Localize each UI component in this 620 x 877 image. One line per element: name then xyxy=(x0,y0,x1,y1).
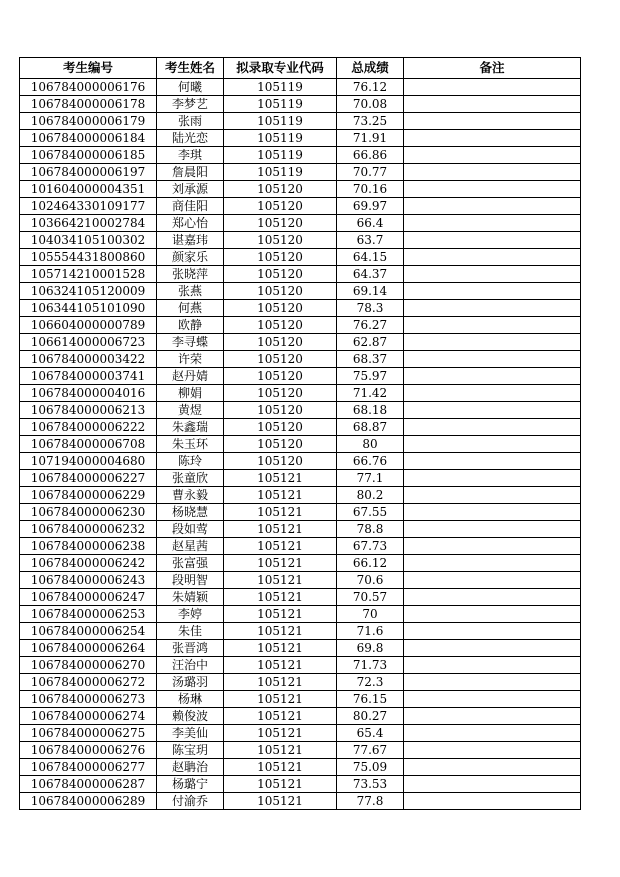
cell-remarks xyxy=(404,453,581,470)
cell-total-score: 76.12 xyxy=(337,79,404,96)
cell-remarks xyxy=(404,708,581,725)
cell-remarks xyxy=(404,538,581,555)
cell-total-score: 80.27 xyxy=(337,708,404,725)
table-row xyxy=(20,453,581,470)
table-row xyxy=(20,385,581,402)
admission-list-sheet xyxy=(19,57,580,810)
cell-total-score: 69.14 xyxy=(337,283,404,300)
cell-exam-id: 106784000004016 xyxy=(20,385,157,402)
cell-remarks xyxy=(404,742,581,759)
cell-exam-id: 106784000006197 xyxy=(20,164,157,181)
cell-remarks xyxy=(404,504,581,521)
cell-name: 赵聃治 xyxy=(157,759,224,776)
table-row xyxy=(20,470,581,487)
cell-exam-id: 103664210002784 xyxy=(20,215,157,232)
cell-name: 张富强 xyxy=(157,555,224,572)
table-row xyxy=(20,640,581,657)
cell-name: 汤璐羽 xyxy=(157,674,224,691)
table-row xyxy=(20,130,581,147)
cell-exam-id: 106784000006178 xyxy=(20,96,157,113)
cell-name: 何燕 xyxy=(157,300,224,317)
cell-exam-id: 106784000006272 xyxy=(20,674,157,691)
cell-name: 柳娟 xyxy=(157,385,224,402)
cell-total-score: 70.6 xyxy=(337,572,404,589)
cell-exam-id: 106784000006184 xyxy=(20,130,157,147)
cell-name: 汪治中 xyxy=(157,657,224,674)
cell-major-code: 105121 xyxy=(224,657,337,674)
cell-total-score: 67.73 xyxy=(337,538,404,555)
cell-remarks xyxy=(404,436,581,453)
cell-total-score: 78.8 xyxy=(337,521,404,538)
cell-remarks xyxy=(404,249,581,266)
header-remarks: 备注 xyxy=(404,58,581,79)
cell-exam-id: 106784000006229 xyxy=(20,487,157,504)
table-row xyxy=(20,776,581,793)
cell-major-code: 105120 xyxy=(224,249,337,266)
cell-name: 段如莺 xyxy=(157,521,224,538)
cell-major-code: 105121 xyxy=(224,521,337,538)
cell-total-score: 70.08 xyxy=(337,96,404,113)
cell-remarks xyxy=(404,623,581,640)
table-row xyxy=(20,725,581,742)
cell-remarks xyxy=(404,164,581,181)
cell-name: 谌嘉玮 xyxy=(157,232,224,249)
header-name: 考生姓名 xyxy=(157,58,224,79)
cell-name: 黄煜 xyxy=(157,402,224,419)
cell-remarks xyxy=(404,334,581,351)
table-row xyxy=(20,198,581,215)
cell-exam-id: 106784000006222 xyxy=(20,419,157,436)
cell-total-score: 69.8 xyxy=(337,640,404,657)
cell-exam-id: 106784000006176 xyxy=(20,79,157,96)
table-row xyxy=(20,79,581,96)
cell-total-score: 70.16 xyxy=(337,181,404,198)
table-row xyxy=(20,691,581,708)
cell-total-score: 71.42 xyxy=(337,385,404,402)
cell-remarks xyxy=(404,96,581,113)
cell-major-code: 105121 xyxy=(224,470,337,487)
table-header-row xyxy=(20,58,581,79)
table-row xyxy=(20,317,581,334)
cell-major-code: 105120 xyxy=(224,317,337,334)
cell-major-code: 105121 xyxy=(224,623,337,640)
cell-major-code: 105121 xyxy=(224,606,337,623)
cell-major-code: 105120 xyxy=(224,402,337,419)
cell-exam-id: 104034105100302 xyxy=(20,232,157,249)
cell-major-code: 105120 xyxy=(224,436,337,453)
cell-remarks xyxy=(404,317,581,334)
table-row xyxy=(20,249,581,266)
cell-name: 赖俊波 xyxy=(157,708,224,725)
cell-remarks xyxy=(404,487,581,504)
cell-major-code: 105119 xyxy=(224,113,337,130)
cell-exam-id: 106784000006273 xyxy=(20,691,157,708)
cell-major-code: 105121 xyxy=(224,742,337,759)
cell-remarks xyxy=(404,232,581,249)
cell-exam-id: 106784000006264 xyxy=(20,640,157,657)
cell-exam-id: 106784000006179 xyxy=(20,113,157,130)
cell-total-score: 76.15 xyxy=(337,691,404,708)
cell-exam-id: 106784000006287 xyxy=(20,776,157,793)
cell-remarks xyxy=(404,555,581,572)
cell-major-code: 105121 xyxy=(224,640,337,657)
cell-name: 张晓萍 xyxy=(157,266,224,283)
cell-major-code: 105119 xyxy=(224,130,337,147)
cell-exam-id: 106784000003422 xyxy=(20,351,157,368)
cell-total-score: 70.57 xyxy=(337,589,404,606)
cell-remarks xyxy=(404,691,581,708)
cell-total-score: 71.91 xyxy=(337,130,404,147)
cell-total-score: 69.97 xyxy=(337,198,404,215)
admission-table xyxy=(19,57,581,810)
cell-total-score: 66.12 xyxy=(337,555,404,572)
cell-total-score: 75.97 xyxy=(337,368,404,385)
table-row xyxy=(20,419,581,436)
header-total-score: 总成绩 xyxy=(337,58,404,79)
table-row xyxy=(20,436,581,453)
cell-remarks xyxy=(404,674,581,691)
cell-exam-id: 106324105120009 xyxy=(20,283,157,300)
cell-exam-id: 106784000006238 xyxy=(20,538,157,555)
cell-remarks xyxy=(404,130,581,147)
cell-total-score: 63.7 xyxy=(337,232,404,249)
cell-total-score: 72.3 xyxy=(337,674,404,691)
cell-exam-id: 106784000006275 xyxy=(20,725,157,742)
cell-exam-id: 106784000006227 xyxy=(20,470,157,487)
table-row xyxy=(20,759,581,776)
cell-name: 张雨 xyxy=(157,113,224,130)
cell-name: 陈宝玥 xyxy=(157,742,224,759)
table-row xyxy=(20,657,581,674)
table-row xyxy=(20,623,581,640)
table-row xyxy=(20,521,581,538)
cell-name: 杨璐宁 xyxy=(157,776,224,793)
cell-major-code: 105119 xyxy=(224,96,337,113)
table-row xyxy=(20,232,581,249)
table-row xyxy=(20,181,581,198)
cell-exam-id: 101604000004351 xyxy=(20,181,157,198)
cell-major-code: 105120 xyxy=(224,368,337,385)
cell-total-score: 73.53 xyxy=(337,776,404,793)
cell-major-code: 105121 xyxy=(224,793,337,810)
table-row xyxy=(20,555,581,572)
cell-exam-id: 106784000006277 xyxy=(20,759,157,776)
cell-major-code: 105121 xyxy=(224,725,337,742)
table-row xyxy=(20,113,581,130)
cell-remarks xyxy=(404,589,581,606)
cell-major-code: 105121 xyxy=(224,674,337,691)
cell-total-score: 65.4 xyxy=(337,725,404,742)
table-row xyxy=(20,351,581,368)
cell-remarks xyxy=(404,385,581,402)
cell-total-score: 76.27 xyxy=(337,317,404,334)
cell-total-score: 66.76 xyxy=(337,453,404,470)
cell-major-code: 105120 xyxy=(224,232,337,249)
cell-remarks xyxy=(404,470,581,487)
table-row xyxy=(20,300,581,317)
cell-major-code: 105120 xyxy=(224,266,337,283)
cell-name: 李琪 xyxy=(157,147,224,164)
cell-exam-id: 106784000006213 xyxy=(20,402,157,419)
cell-total-score: 75.09 xyxy=(337,759,404,776)
cell-exam-id: 106784000006232 xyxy=(20,521,157,538)
table-row xyxy=(20,742,581,759)
table-row xyxy=(20,606,581,623)
cell-remarks xyxy=(404,402,581,419)
cell-name: 杨琳 xyxy=(157,691,224,708)
cell-major-code: 105121 xyxy=(224,776,337,793)
cell-total-score: 64.15 xyxy=(337,249,404,266)
cell-major-code: 105120 xyxy=(224,351,337,368)
cell-name: 赵丹婧 xyxy=(157,368,224,385)
cell-major-code: 105119 xyxy=(224,164,337,181)
cell-remarks xyxy=(404,113,581,130)
cell-total-score: 71.73 xyxy=(337,657,404,674)
cell-total-score: 68.87 xyxy=(337,419,404,436)
cell-total-score: 64.37 xyxy=(337,266,404,283)
cell-exam-id: 106784000006270 xyxy=(20,657,157,674)
cell-remarks xyxy=(404,776,581,793)
cell-total-score: 80.2 xyxy=(337,487,404,504)
table-row xyxy=(20,487,581,504)
cell-remarks xyxy=(404,300,581,317)
table-row xyxy=(20,708,581,725)
cell-exam-id: 106784000006185 xyxy=(20,147,157,164)
table-row xyxy=(20,334,581,351)
cell-total-score: 62.87 xyxy=(337,334,404,351)
cell-name: 赵星茜 xyxy=(157,538,224,555)
table-row xyxy=(20,589,581,606)
cell-exam-id: 107194000004680 xyxy=(20,453,157,470)
table-row xyxy=(20,164,581,181)
cell-name: 许荣 xyxy=(157,351,224,368)
cell-exam-id: 106784000006247 xyxy=(20,589,157,606)
cell-name: 欧静 xyxy=(157,317,224,334)
cell-major-code: 105121 xyxy=(224,538,337,555)
cell-major-code: 105121 xyxy=(224,555,337,572)
cell-remarks xyxy=(404,198,581,215)
cell-remarks xyxy=(404,657,581,674)
cell-major-code: 105120 xyxy=(224,419,337,436)
cell-exam-id: 106784000006276 xyxy=(20,742,157,759)
cell-remarks xyxy=(404,266,581,283)
cell-name: 陆光恋 xyxy=(157,130,224,147)
cell-remarks xyxy=(404,419,581,436)
cell-total-score: 77.67 xyxy=(337,742,404,759)
cell-total-score: 70.77 xyxy=(337,164,404,181)
cell-major-code: 105121 xyxy=(224,487,337,504)
cell-remarks xyxy=(404,606,581,623)
cell-exam-id: 106784000006708 xyxy=(20,436,157,453)
cell-major-code: 105120 xyxy=(224,215,337,232)
cell-name: 李婷 xyxy=(157,606,224,623)
cell-total-score: 77.1 xyxy=(337,470,404,487)
cell-remarks xyxy=(404,351,581,368)
cell-exam-id: 106344105101090 xyxy=(20,300,157,317)
cell-total-score: 78.3 xyxy=(337,300,404,317)
cell-name: 郑心怡 xyxy=(157,215,224,232)
cell-exam-id: 106784000003741 xyxy=(20,368,157,385)
cell-major-code: 105121 xyxy=(224,572,337,589)
cell-remarks xyxy=(404,725,581,742)
cell-major-code: 105121 xyxy=(224,708,337,725)
cell-major-code: 105121 xyxy=(224,504,337,521)
header-major-code: 拟录取专业代码 xyxy=(224,58,337,79)
cell-name: 张燕 xyxy=(157,283,224,300)
cell-major-code: 105119 xyxy=(224,147,337,164)
cell-exam-id: 105714210001528 xyxy=(20,266,157,283)
table-row xyxy=(20,368,581,385)
cell-name: 段明智 xyxy=(157,572,224,589)
cell-exam-id: 106784000006274 xyxy=(20,708,157,725)
cell-exam-id: 106784000006242 xyxy=(20,555,157,572)
cell-exam-id: 106784000006253 xyxy=(20,606,157,623)
cell-remarks xyxy=(404,793,581,810)
cell-major-code: 105120 xyxy=(224,453,337,470)
cell-name: 陈玲 xyxy=(157,453,224,470)
cell-name: 朱鑫瑞 xyxy=(157,419,224,436)
cell-remarks xyxy=(404,368,581,385)
cell-remarks xyxy=(404,759,581,776)
cell-total-score: 66.4 xyxy=(337,215,404,232)
cell-name: 詹晨阳 xyxy=(157,164,224,181)
cell-name: 张晋鸿 xyxy=(157,640,224,657)
table-row xyxy=(20,674,581,691)
cell-major-code: 105121 xyxy=(224,691,337,708)
cell-remarks xyxy=(404,640,581,657)
table-row xyxy=(20,215,581,232)
cell-exam-id: 106784000006243 xyxy=(20,572,157,589)
table-row xyxy=(20,283,581,300)
cell-total-score: 73.25 xyxy=(337,113,404,130)
cell-major-code: 105120 xyxy=(224,300,337,317)
cell-major-code: 105120 xyxy=(224,181,337,198)
cell-remarks xyxy=(404,181,581,198)
cell-major-code: 105119 xyxy=(224,79,337,96)
cell-total-score: 70 xyxy=(337,606,404,623)
cell-major-code: 105121 xyxy=(224,589,337,606)
cell-name: 朱婧颖 xyxy=(157,589,224,606)
cell-major-code: 105121 xyxy=(224,759,337,776)
table-body xyxy=(20,79,581,810)
cell-major-code: 105120 xyxy=(224,385,337,402)
table-row xyxy=(20,793,581,810)
cell-name: 何曦 xyxy=(157,79,224,96)
cell-name: 刘承源 xyxy=(157,181,224,198)
cell-remarks xyxy=(404,283,581,300)
cell-total-score: 80 xyxy=(337,436,404,453)
table-row xyxy=(20,538,581,555)
cell-name: 李美仙 xyxy=(157,725,224,742)
table-row xyxy=(20,147,581,164)
cell-major-code: 105120 xyxy=(224,198,337,215)
cell-remarks xyxy=(404,572,581,589)
cell-total-score: 77.8 xyxy=(337,793,404,810)
table-row xyxy=(20,96,581,113)
cell-exam-id: 106614000006723 xyxy=(20,334,157,351)
cell-major-code: 105120 xyxy=(224,334,337,351)
table-row xyxy=(20,572,581,589)
cell-exam-id: 106784000006289 xyxy=(20,793,157,810)
table-row xyxy=(20,402,581,419)
cell-name: 杨晓慧 xyxy=(157,504,224,521)
table-row xyxy=(20,266,581,283)
cell-name: 朱玉环 xyxy=(157,436,224,453)
cell-major-code: 105120 xyxy=(224,283,337,300)
cell-name: 曹永毅 xyxy=(157,487,224,504)
cell-total-score: 71.6 xyxy=(337,623,404,640)
cell-remarks xyxy=(404,147,581,164)
cell-name: 商佳阳 xyxy=(157,198,224,215)
cell-total-score: 66.86 xyxy=(337,147,404,164)
table-row xyxy=(20,504,581,521)
cell-total-score: 68.18 xyxy=(337,402,404,419)
cell-name: 付渝乔 xyxy=(157,793,224,810)
cell-name: 李梦艺 xyxy=(157,96,224,113)
cell-exam-id: 105554431800860 xyxy=(20,249,157,266)
cell-total-score: 68.37 xyxy=(337,351,404,368)
cell-remarks xyxy=(404,79,581,96)
cell-total-score: 67.55 xyxy=(337,504,404,521)
cell-exam-id: 102464330109177 xyxy=(20,198,157,215)
cell-name: 朱佳 xyxy=(157,623,224,640)
cell-exam-id: 106784000006254 xyxy=(20,623,157,640)
cell-name: 李寻蝶 xyxy=(157,334,224,351)
cell-name: 张童欣 xyxy=(157,470,224,487)
cell-remarks xyxy=(404,215,581,232)
cell-exam-id: 106604000000789 xyxy=(20,317,157,334)
header-exam-id: 考生编号 xyxy=(20,58,157,79)
cell-name: 颜家乐 xyxy=(157,249,224,266)
cell-remarks xyxy=(404,521,581,538)
cell-exam-id: 106784000006230 xyxy=(20,504,157,521)
